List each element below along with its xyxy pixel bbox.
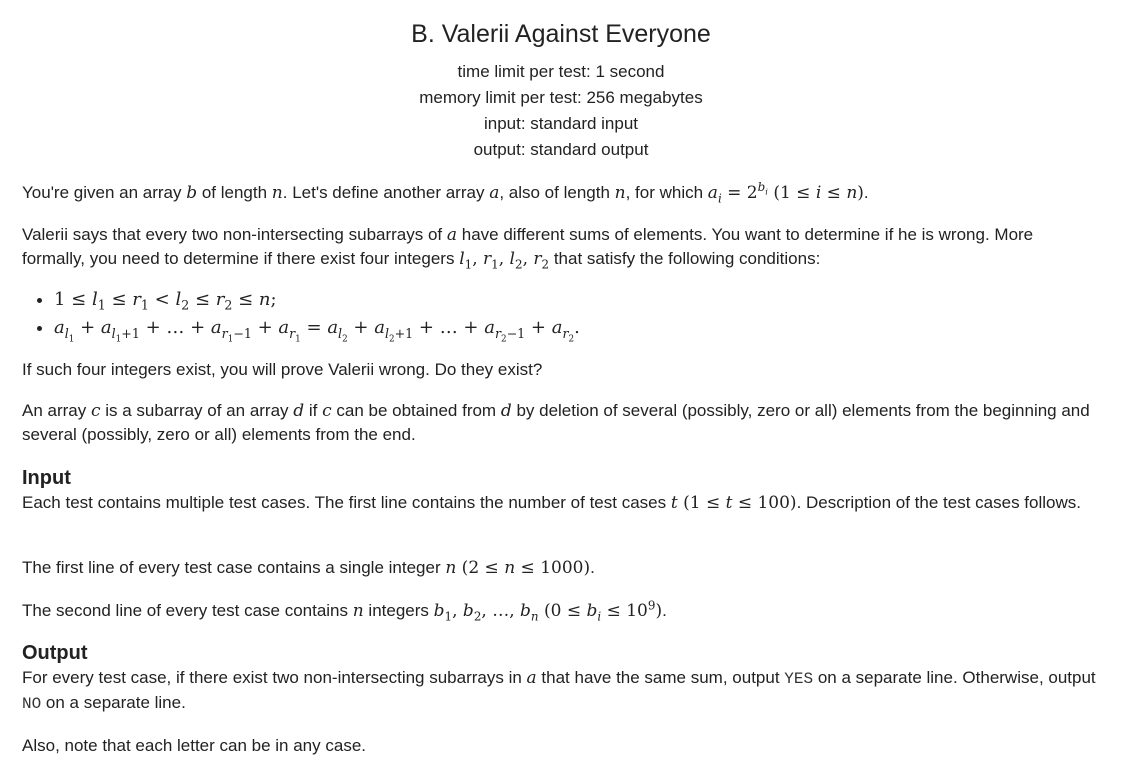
formula-t-range: t (1 ≤ t ≤ 100) bbox=[670, 493, 797, 513]
text: have different sums of elements. You want to determine if he is wrong. More formally, you need to determine if there exist four integers bbox=[22, 225, 1034, 268]
text: . bbox=[590, 558, 595, 577]
input-paragraph-1 bbox=[22, 491, 1097, 515]
math-d: d bbox=[293, 401, 305, 421]
text: on a separate line. bbox=[41, 693, 186, 712]
text: The second line of every test case contains bbox=[22, 601, 353, 620]
text: Each test contains multiple test cases. The first line contains the number of test cases bbox=[22, 493, 671, 512]
math-b: b bbox=[186, 183, 198, 203]
condition-item: • $1 \le l_1 \le r_1 < l_2 \le r_2 \le n$; bbox=[54, 286, 1054, 314]
text: For every test case, if there exist two non-intersecting subarrays in bbox=[22, 668, 527, 687]
text: You're given an array bbox=[22, 183, 187, 202]
math-d: d bbox=[500, 401, 512, 421]
text: that satisfy the following conditions: bbox=[549, 249, 821, 268]
math-n: n bbox=[271, 183, 283, 203]
memory-limit: memory limit per test: 256 megabytes bbox=[419, 88, 703, 107]
input-section-title: Input bbox=[22, 467, 71, 489]
output-section-title: Output bbox=[22, 642, 88, 664]
text: integers bbox=[363, 601, 434, 620]
input-paragraph-3 bbox=[22, 599, 1097, 623]
text: . bbox=[863, 183, 869, 202]
statement-paragraph-3: If such four integers exist, you will prove Valerii wrong. Do they exist? bbox=[22, 360, 543, 379]
code-yes: YES bbox=[784, 670, 814, 688]
output-file: output: standard output bbox=[473, 140, 649, 159]
conditions-list bbox=[22, 286, 1054, 345]
math-a: a bbox=[489, 183, 500, 203]
text: on a separate line. Otherwise, output bbox=[813, 668, 1096, 687]
text: , also of length bbox=[499, 183, 615, 202]
input-file: input: standard input bbox=[483, 114, 639, 133]
text: Valerii says that every two non-intersecting subarrays of bbox=[22, 225, 447, 244]
math-c: c bbox=[322, 401, 332, 421]
condition-item: • $a_{l_1} + a_{l_1+1}$ + … + $a_{r_1-1} + a_{r_1} = a_{l_2} + a_{l_2+1}$ + … + $a_{r_2-1} + a_{r_2}$. bbox=[54, 314, 1054, 342]
text: can be obtained from bbox=[331, 401, 501, 420]
text: . bbox=[662, 601, 667, 620]
statement-paragraph-1 bbox=[22, 181, 1097, 205]
math-c: c bbox=[90, 401, 101, 421]
math-n: n bbox=[614, 183, 626, 203]
statement-paragraph-4 bbox=[22, 399, 1097, 447]
text: An array bbox=[22, 401, 91, 420]
text: . Let's define another array bbox=[282, 183, 490, 202]
text: . Description of the test cases follows. bbox=[796, 493, 1081, 512]
text: The first line of every test case contains a single integer bbox=[22, 558, 446, 577]
statement-paragraph-2 bbox=[22, 223, 1097, 271]
input-paragraph-2 bbox=[22, 556, 1097, 580]
time-limit: time limit per test: 1 second bbox=[457, 62, 665, 81]
text: by deletion of several (possibly, zero or all) elements from the beginning and several (possibly, zero or all) elements from the end. bbox=[22, 401, 1090, 444]
math-a: a bbox=[526, 668, 537, 688]
math-n: n bbox=[352, 601, 364, 621]
math-a: a bbox=[446, 225, 458, 245]
formula-four-integers: $l_1$, $r_1$, $l_2$, $r_2$ bbox=[459, 249, 550, 272]
text: is a subarray of an array bbox=[100, 401, 294, 420]
text: , for which bbox=[625, 183, 708, 202]
problem-title: B. Valerii Against Everyone bbox=[411, 20, 711, 48]
text: of length bbox=[197, 183, 272, 202]
formula-b-range: $b_1$, $b_2$, …, $b_n$ $(0 \le b_i \le 10^9)$ bbox=[433, 598, 663, 624]
output-paragraph-1 bbox=[22, 666, 1097, 716]
code-no: NO bbox=[22, 695, 42, 713]
formula-ai-definition: $a_i = 2^{b_i}$ (1 ≤ i ≤ n) bbox=[707, 180, 864, 206]
text: if bbox=[304, 401, 323, 420]
output-paragraph-2: Also, note that each letter can be in any case. bbox=[22, 736, 366, 755]
text: that have the same sum, output bbox=[536, 668, 785, 687]
formula-n-range: n (2 ≤ n ≤ 1000) bbox=[445, 558, 591, 578]
